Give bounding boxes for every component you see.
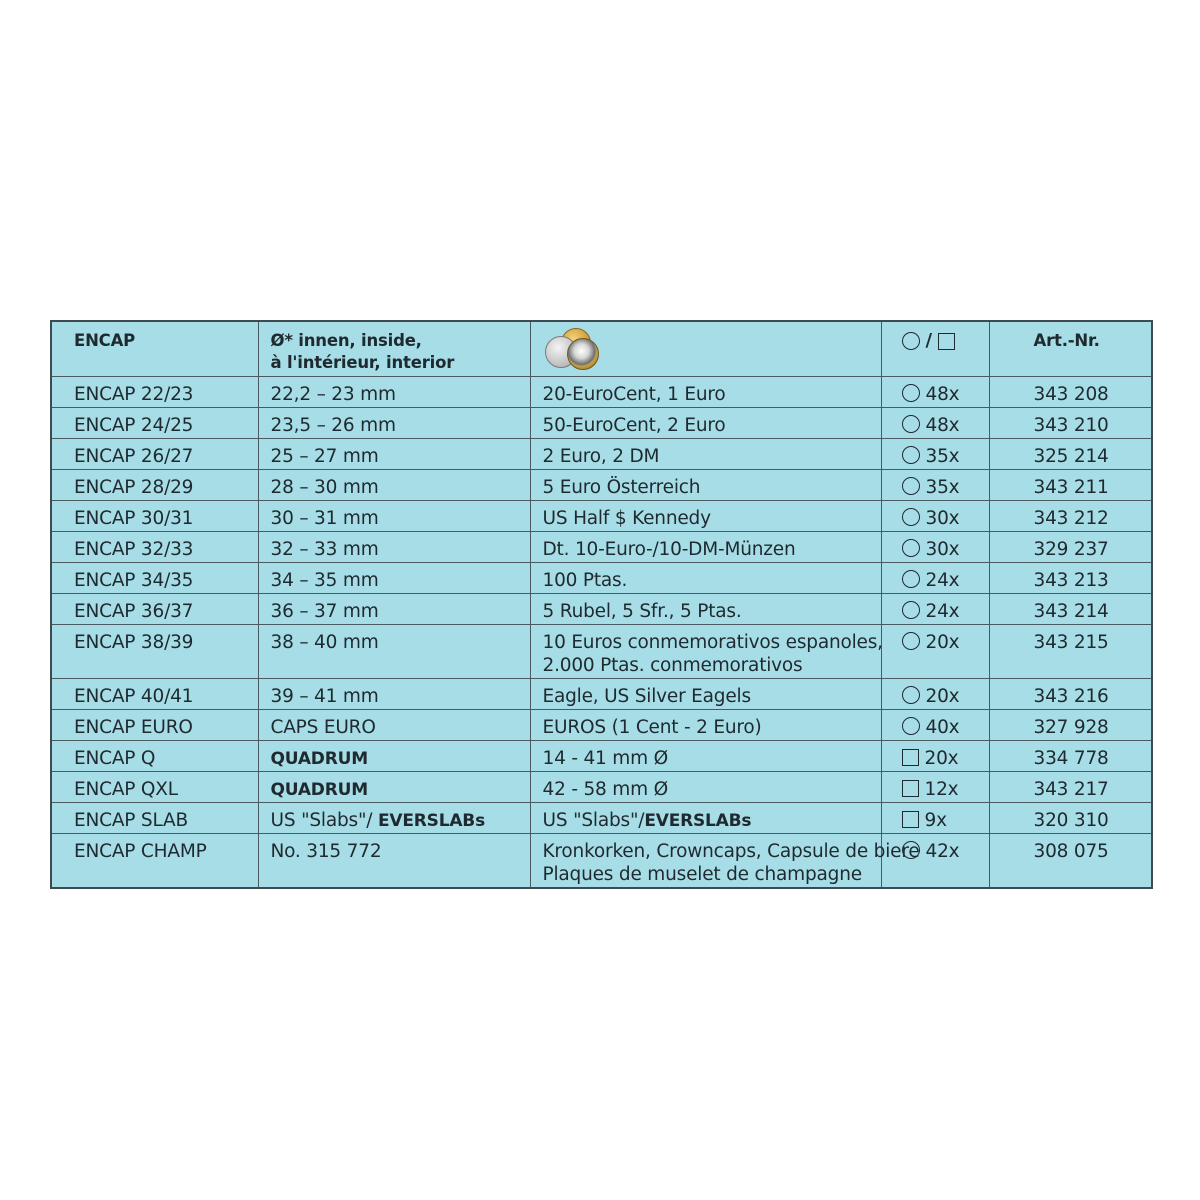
table-row — [51, 377, 1152, 408]
table-row — [51, 501, 1152, 532]
cell-coins — [530, 439, 881, 470]
circle-icon — [902, 332, 920, 350]
table-row — [51, 772, 1152, 803]
coins-text: US Half $ Kennedy — [542, 508, 711, 529]
cell-art-nr — [989, 710, 1152, 741]
cell-model — [51, 408, 258, 439]
coins-text: 2 Euro, 2 DM — [542, 446, 660, 467]
model-text: ENCAP 40/41 — [74, 686, 194, 707]
cell-model — [51, 834, 258, 889]
cell-coins — [530, 501, 881, 532]
qty-text: 35x — [925, 477, 960, 498]
cell-diameter — [258, 563, 530, 594]
coins-line1 — [543, 809, 869, 833]
model-text: ENCAP CHAMP — [74, 841, 207, 862]
cell-coins — [530, 594, 881, 625]
cell-diameter — [258, 439, 530, 470]
table-body — [51, 321, 1152, 888]
square-icon — [902, 811, 919, 828]
cell-diameter — [258, 532, 530, 563]
header-coins — [530, 321, 881, 377]
circle-icon — [902, 539, 920, 557]
cell-model — [51, 741, 258, 772]
cell-diameter — [258, 594, 530, 625]
coins-line1 — [542, 840, 920, 863]
art-nr-text: 343 208 — [1033, 384, 1109, 405]
cell-art-nr — [989, 625, 1152, 679]
coins-line1 — [542, 631, 883, 654]
cell-art-nr — [989, 741, 1152, 772]
encap-table — [50, 320, 1153, 889]
cell-diameter — [258, 625, 530, 679]
diameter-text: 22,2 – 23 mm — [270, 384, 396, 405]
cell-model — [51, 679, 258, 710]
cell-coins — [530, 803, 881, 834]
header-art-nr-label: Art.-Nr. — [1033, 331, 1100, 350]
header-diameter — [258, 321, 530, 377]
qty-text: 48x — [925, 384, 960, 405]
cell-shape-qty — [881, 679, 989, 710]
circle-icon — [902, 841, 920, 859]
square-icon — [902, 749, 919, 766]
circle-icon — [902, 632, 920, 650]
art-nr-text: 343 213 — [1033, 570, 1109, 591]
cell-art-nr — [989, 501, 1152, 532]
cell-shape-qty — [881, 594, 989, 625]
cell-coins — [530, 470, 881, 501]
cell-model — [51, 710, 258, 741]
cell-model — [51, 470, 258, 501]
qty-text: 20x — [924, 748, 959, 769]
header-diameter-line2: à l'intérieur, interior — [270, 353, 455, 372]
cell-shape-qty — [881, 408, 989, 439]
table-row — [51, 803, 1152, 834]
cell-art-nr — [989, 408, 1152, 439]
cell-coins — [530, 377, 881, 408]
circle-icon — [902, 570, 920, 588]
coins-line1 — [543, 507, 869, 530]
cell-coins — [530, 563, 881, 594]
table-row — [51, 834, 1152, 889]
cell-model — [51, 439, 258, 470]
coins-line1 — [543, 476, 869, 499]
coins-line1 — [543, 383, 869, 406]
qty-text: 48x — [925, 415, 960, 436]
cell-diameter — [258, 803, 530, 834]
cell-shape-qty — [881, 563, 989, 594]
cell-diameter — [258, 741, 530, 772]
qty-text: 30x — [925, 539, 960, 560]
cell-art-nr — [989, 470, 1152, 501]
circle-icon — [902, 717, 920, 735]
header-encap — [51, 321, 258, 377]
cell-model — [51, 803, 258, 834]
art-nr-text: 325 214 — [1033, 446, 1109, 467]
diameter-text: QUADRUM — [270, 749, 368, 769]
cell-coins — [530, 772, 881, 803]
cell-coins — [530, 408, 881, 439]
square-icon — [938, 333, 955, 350]
cell-shape-qty — [881, 470, 989, 501]
diameter-text: US "Slabs"/ — [270, 810, 378, 831]
coins-text: Dt. 10-Euro-/10-DM-Münzen — [542, 539, 796, 560]
bimetal-coin-icon — [567, 338, 599, 370]
model-text: ENCAP 28/29 — [74, 477, 194, 498]
qty-text: 20x — [925, 686, 960, 707]
art-nr-text: 327 928 — [1033, 717, 1109, 738]
model-text: ENCAP Q — [74, 748, 156, 769]
model-text: ENCAP 38/39 — [74, 632, 194, 653]
header-shape — [881, 321, 989, 377]
coins-line2: 2.000 Ptas. conmemorativos — [542, 655, 803, 676]
diameter-text: 23,5 – 26 mm — [270, 415, 396, 436]
model-text: ENCAP 36/37 — [74, 601, 194, 622]
diameter-text: CAPS EURO — [270, 717, 376, 738]
art-nr-text: 343 216 — [1033, 686, 1109, 707]
model-text: ENCAP 30/31 — [74, 508, 194, 529]
coins-text: 50-EuroCent, 2 Euro — [542, 415, 726, 436]
cell-art-nr — [989, 834, 1152, 889]
cell-art-nr — [989, 679, 1152, 710]
cell-shape-qty — [881, 625, 989, 679]
coins-text: 10 Euros conmemorativos espanoles, — [542, 632, 883, 653]
coins-line1 — [543, 747, 869, 770]
qty-text: 9x — [924, 810, 947, 831]
header-encap-label: ENCAP — [74, 331, 136, 350]
art-nr-text: 343 211 — [1033, 477, 1109, 498]
model-text: ENCAP SLAB — [74, 810, 188, 831]
header-diameter-line1: Ø* innen, inside, — [270, 331, 422, 350]
cell-shape-qty — [881, 710, 989, 741]
qty-text: 30x — [925, 508, 960, 529]
coins-text: Eagle, US Silver Eagels — [542, 686, 751, 707]
diameter-text: 34 – 35 mm — [270, 570, 379, 591]
table-row — [51, 679, 1152, 710]
qty-text: 12x — [924, 779, 959, 800]
circle-icon — [902, 384, 920, 402]
cell-diameter — [258, 834, 530, 889]
coins-line1 — [543, 445, 869, 468]
cell-art-nr — [989, 439, 1152, 470]
qty-text: 24x — [925, 601, 960, 622]
cell-model — [51, 563, 258, 594]
coins-text: EUROS (1 Cent - 2 Euro) — [542, 717, 762, 738]
circle-icon — [902, 446, 920, 464]
cell-model — [51, 594, 258, 625]
cell-shape-qty — [881, 803, 989, 834]
diameter-text: QUADRUM — [270, 780, 368, 800]
coins-line1 — [543, 538, 869, 561]
diameter-text: 38 – 40 mm — [270, 632, 379, 653]
header-shape-separator: / — [925, 330, 932, 351]
coins-text: 5 Rubel, 5 Sfr., 5 Ptas. — [542, 601, 742, 622]
cell-diameter — [258, 408, 530, 439]
cell-coins — [530, 741, 881, 772]
coins-line1 — [543, 569, 869, 592]
cell-shape-qty — [881, 532, 989, 563]
coins-line1 — [543, 778, 869, 801]
art-nr-text: 343 214 — [1033, 601, 1109, 622]
art-nr-text: 320 310 — [1033, 810, 1109, 831]
square-icon — [902, 780, 919, 797]
table-row — [51, 532, 1152, 563]
coins-suffix-text: EVERSLABs — [644, 811, 752, 831]
table-header-row — [51, 321, 1152, 377]
coins-image — [543, 326, 603, 372]
header-art-nr — [989, 321, 1152, 377]
cell-diameter — [258, 470, 530, 501]
table-row — [51, 741, 1152, 772]
circle-icon — [902, 415, 920, 433]
diameter-text: 25 – 27 mm — [270, 446, 379, 467]
cell-art-nr — [989, 563, 1152, 594]
cell-diameter — [258, 679, 530, 710]
cell-art-nr — [989, 532, 1152, 563]
cell-art-nr — [989, 803, 1152, 834]
diameter-text: 28 – 30 mm — [270, 477, 379, 498]
coins-line1 — [543, 716, 869, 739]
circle-icon — [902, 508, 920, 526]
cell-coins — [530, 834, 920, 889]
cell-model — [51, 377, 258, 408]
qty-text: 35x — [925, 446, 960, 467]
cell-art-nr — [989, 377, 1152, 408]
diameter-text: 39 – 41 mm — [270, 686, 379, 707]
coins-line1 — [543, 685, 869, 708]
diameter-text: 36 – 37 mm — [270, 601, 379, 622]
qty-text: 42x — [925, 841, 960, 862]
circle-icon — [902, 477, 920, 495]
art-nr-text: 343 217 — [1033, 779, 1109, 800]
cell-coins — [530, 679, 881, 710]
table-row — [51, 439, 1152, 470]
cell-art-nr — [989, 594, 1152, 625]
cell-shape-qty — [881, 439, 989, 470]
cell-diameter — [258, 377, 530, 408]
model-text: ENCAP 26/27 — [74, 446, 194, 467]
diameter-text: No. 315 772 — [270, 841, 382, 862]
table-row — [51, 710, 1152, 741]
circle-icon — [902, 686, 920, 704]
cell-shape-qty — [881, 741, 989, 772]
table-row — [51, 625, 1152, 679]
coins-text: Kronkorken, Crowncaps, Capsule de biere — [542, 841, 920, 862]
cell-coins — [530, 710, 881, 741]
cell-model — [51, 772, 258, 803]
art-nr-text: 343 210 — [1033, 415, 1109, 436]
coins-text: 100 Ptas. — [542, 570, 628, 591]
model-text: ENCAP 24/25 — [74, 415, 194, 436]
table-row — [51, 594, 1152, 625]
qty-text: 40x — [925, 717, 960, 738]
model-text: ENCAP QXL — [74, 779, 178, 800]
cell-shape-qty — [881, 377, 989, 408]
table-row — [51, 470, 1152, 501]
model-text: ENCAP 34/35 — [74, 570, 194, 591]
diameter-text: 32 – 33 mm — [270, 539, 379, 560]
qty-text: 20x — [925, 632, 960, 653]
coins-text: 42 - 58 mm Ø — [542, 779, 668, 800]
cell-diameter — [258, 772, 530, 803]
coins-line1 — [543, 414, 869, 437]
cell-coins — [530, 625, 881, 679]
art-nr-text: 329 237 — [1033, 539, 1109, 560]
model-text: ENCAP 22/23 — [74, 384, 194, 405]
coins-text: 14 - 41 mm Ø — [542, 748, 668, 769]
coins-text: US "Slabs"/ — [542, 810, 645, 831]
model-text: ENCAP 32/33 — [74, 539, 194, 560]
diameter-suffix-text: EVERSLABs — [378, 811, 485, 831]
cell-shape-qty — [881, 772, 989, 803]
cell-model — [51, 532, 258, 563]
diameter-text: 30 – 31 mm — [270, 508, 379, 529]
cell-model — [51, 501, 258, 532]
art-nr-text: 334 778 — [1033, 748, 1109, 769]
cell-model — [51, 625, 258, 679]
cell-art-nr — [989, 772, 1152, 803]
cell-diameter — [258, 501, 530, 532]
table-row — [51, 408, 1152, 439]
model-text: ENCAP EURO — [74, 717, 193, 738]
cell-diameter — [258, 710, 530, 741]
cell-coins — [530, 532, 881, 563]
coins-text: 5 Euro Österreich — [542, 477, 701, 498]
coins-text: 20-EuroCent, 1 Euro — [542, 384, 726, 405]
art-nr-text: 343 215 — [1033, 632, 1109, 653]
table-row — [51, 563, 1152, 594]
coins-line2: Plaques de muselet de champagne — [542, 864, 862, 885]
art-nr-text: 343 212 — [1033, 508, 1109, 529]
art-nr-text: 308 075 — [1033, 841, 1109, 862]
qty-text: 24x — [925, 570, 960, 591]
coins-line1 — [543, 600, 869, 623]
circle-icon — [902, 601, 920, 619]
cell-shape-qty — [881, 501, 989, 532]
